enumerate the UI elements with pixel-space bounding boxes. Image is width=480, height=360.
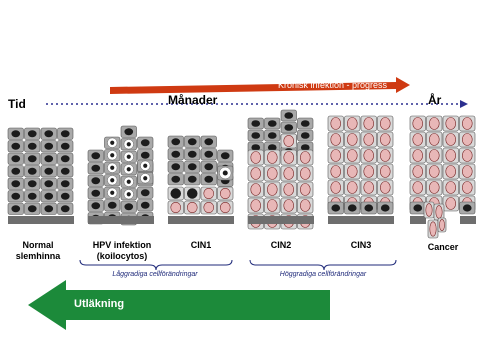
stage-label-normal: Normal slemhinna bbox=[15, 240, 61, 261]
stage-label-cin1: CIN1 bbox=[190, 240, 212, 250]
stage-label-cancer: Cancer bbox=[427, 242, 459, 252]
years-label: År bbox=[428, 93, 442, 107]
chronic-infection-label: Kronisk infektion - progress bbox=[278, 80, 388, 90]
regression-label: Utläkning bbox=[74, 298, 125, 310]
high-grade-label: Höggradiga cellförändringar bbox=[279, 271, 367, 278]
time-label: Tid bbox=[8, 97, 26, 111]
low-grade-label: Låggradiga cellförändringar bbox=[112, 271, 198, 278]
months-label: Månader bbox=[168, 93, 218, 107]
stage-label-hpv: HPV infektion (koilocytos) bbox=[92, 240, 152, 261]
stage-label-cin2: CIN2 bbox=[270, 240, 292, 250]
stage-label-cin3: CIN3 bbox=[350, 240, 372, 250]
